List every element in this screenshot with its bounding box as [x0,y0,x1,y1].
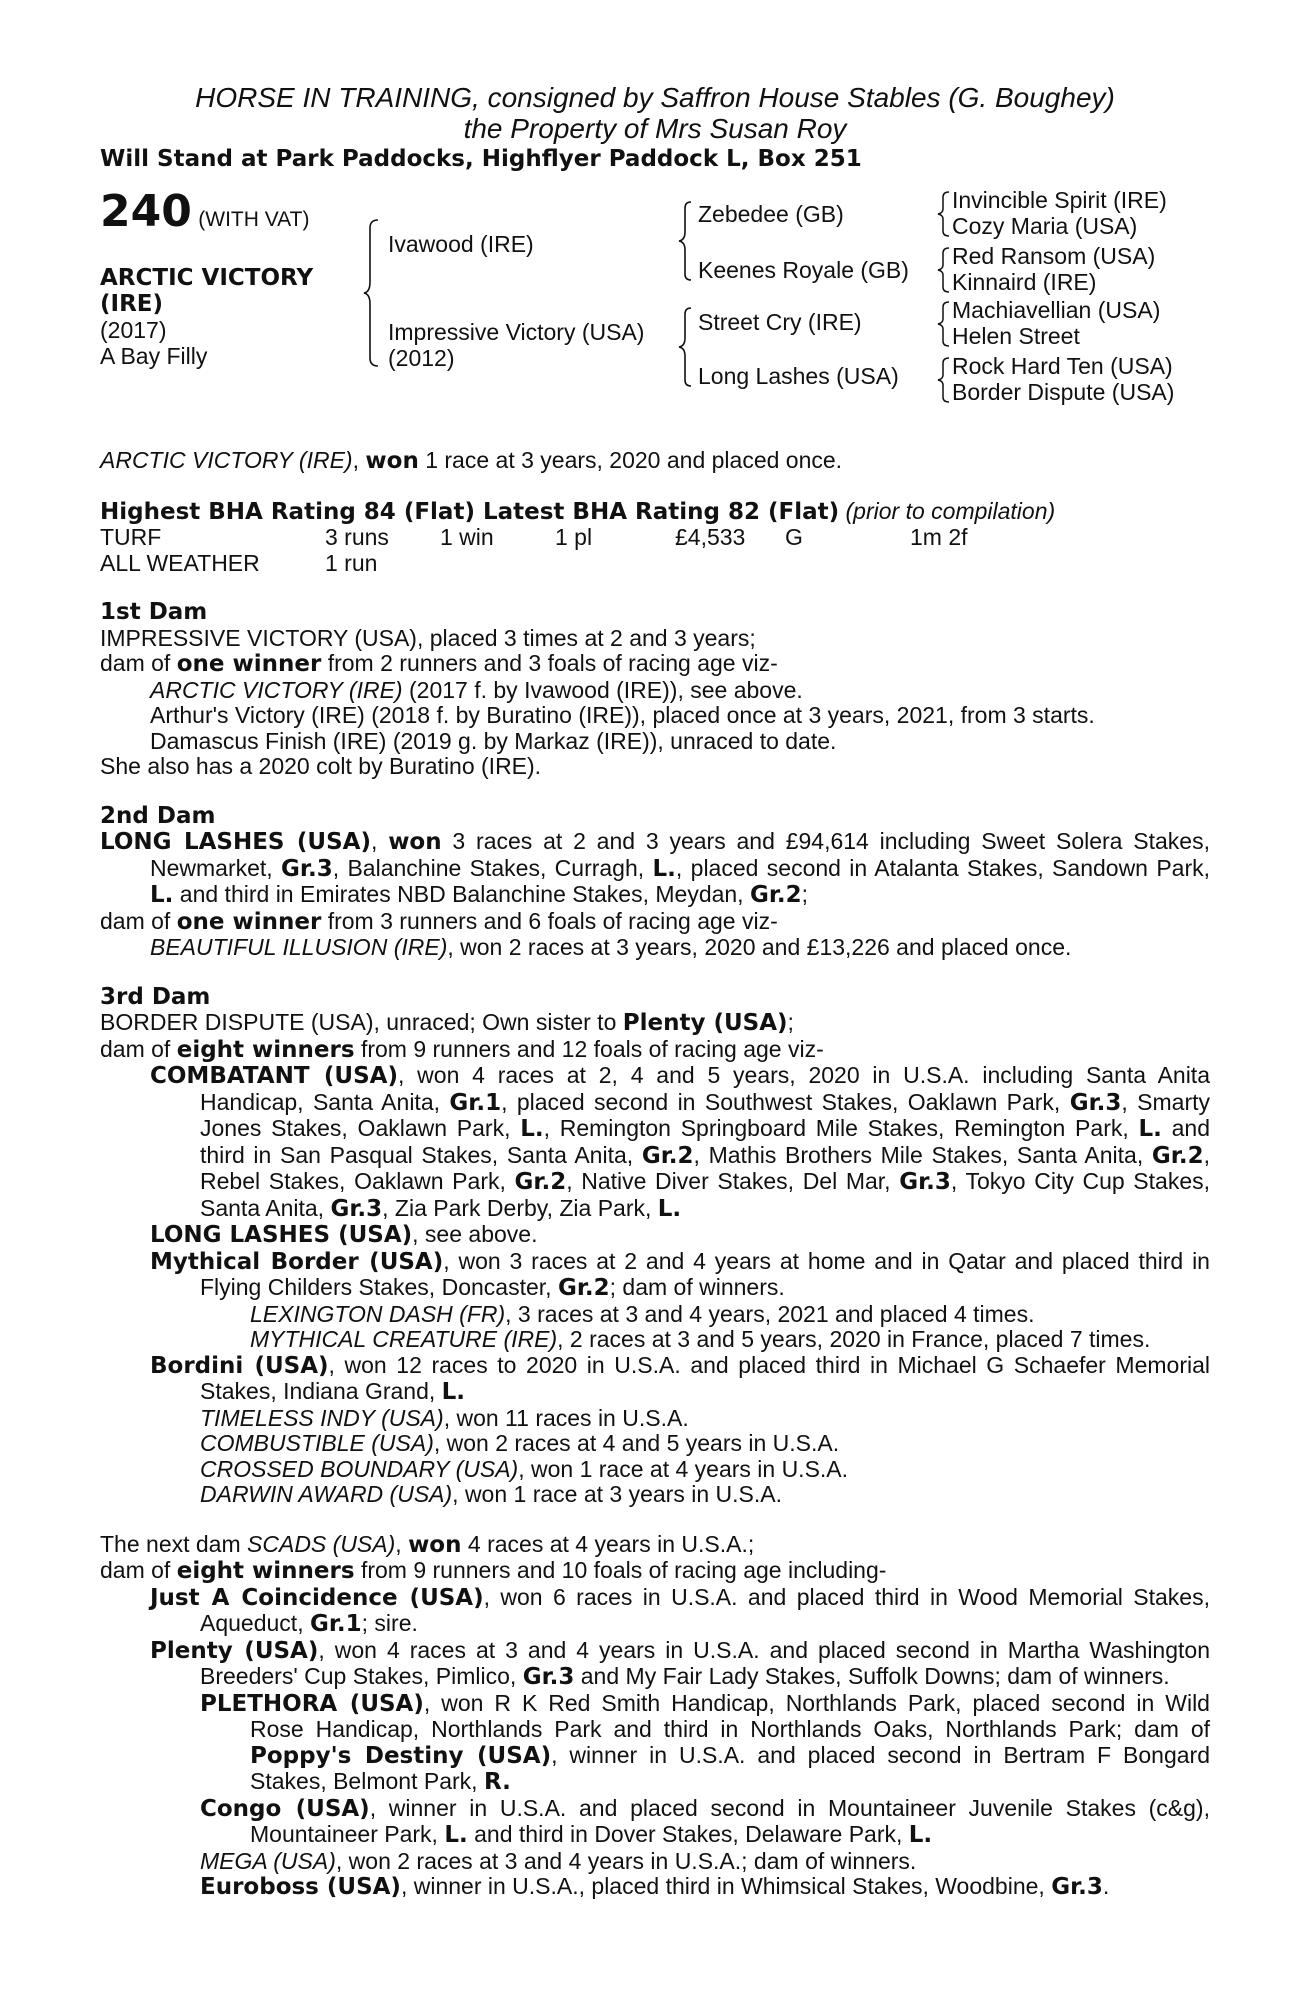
horse-name-suffix: (IRE) [100,291,164,317]
grandparent-2: Cozy Maria (USA) [952,213,1138,239]
catalogue-page [100,82,1210,1901]
next-dam-line: The next dam SCADS (USA), won 4 races at 4 years in U.S.A.; [100,1530,755,1558]
produce-item: Just A Coincidence (USA), won 6 races in U.S.A. and placed third in Wood Memorial Stakes, Aqueduct, Gr.1; sire. [150,1583,1210,1637]
grand-produce-item: Congo (USA), winner in U.S.A. and placed second in Mountaineer Juvenile Stakes (c&g), Mountaineer Park, L. and third in Dover Stakes, Delaware Park, L. [200,1794,1210,1848]
third-dam-heading: 3rd Dam [100,983,211,1010]
produce-item: DARWIN AWARD (USA), won 1 race at 3 years in U.S.A. [200,1481,782,1507]
produce-item: TIMELESS INDY (USA), won 11 races in U.S.A. [200,1404,689,1431]
third-dam-produce-summary: dam of eight winners from 9 runners and 12 foals of racing age viz- [100,1035,824,1063]
lot-number: 240 [100,186,192,237]
pedigree-brace-1 [362,218,382,368]
grandparent-4: Kinnaird (IRE) [952,269,1097,295]
produce-item: ARCTIC VICTORY (IRE) (2017 f. by Ivawood (IRE)), see above. [150,676,803,703]
grandparent-8: Border Dispute (USA) [952,379,1175,405]
pedigree-brace-7 [936,356,952,404]
dam: Impressive Victory (USA) [388,319,645,345]
next-dam-produce-summary: dam of eight winners from 9 runners and 10 foals of racing age including- [100,1557,887,1584]
pedigree-brace-3 [677,306,695,388]
pedigree-brace-4 [936,190,952,238]
sire-sire: Zebedee (GB) [698,201,844,227]
turf-record: TURF 3 runs 1 win 1 pl £4,533 G 1m 2f [100,524,968,550]
produce-item: CROSSED BOUNDARY (USA), won 1 race at 4 years in U.S.A. [200,1455,849,1482]
pedigree-block [100,188,1210,448]
grandparent-3: Red Ransom (USA) [952,243,1156,269]
produce-item: Bordini (USA), won 12 races to 2020 in U.S.A. and placed third in Michael G Schaefer Memorial Stakes, Indiana Grand, L. [150,1351,1210,1405]
produce-item: MEGA (USA), won 2 races at 3 and 4 years in U.S.A.; dam of winners. [200,1847,917,1874]
sire-dam: Keenes Royale (GB) [698,257,909,283]
grand-produce-item: PLETHORA (USA), won R K Red Smith Handicap, Northlands Park, placed second in Wild Rose Handicap, Northlands Park and third in Northlands Oaks, Northlands Park; dam of Poppy's Destiny (USA), winner in U.S.A. and placed second in Bertram F Bongard Stakes, Belmont Park, R. [200,1689,1210,1795]
produce-item: Arthur's Victory (IRE) (2018 f. by Buratino (IRE)), placed once at 3 years, 2021, from 3 starts. [150,702,1095,728]
grand-produce-item: Euroboss (USA), winner in U.S.A., placed third in Whimsical Stakes, Woodbine, Gr.3. [200,1873,1110,1900]
grandparent-1: Invincible Spirit (IRE) [952,187,1167,213]
first-dam-line: IMPRESSIVE VICTORY (USA), placed 3 times at 2 and 3 years; [100,624,756,651]
summary-horse-name: ARCTIC VICTORY (IRE) [100,447,353,473]
first-dam-produce-summary: dam of one winner from 2 runners and 3 foals of racing age viz- [100,650,778,677]
produce-item: Mythical Border (USA), won 3 races at 2 and 4 years at home and in Qatar and placed third in Flying Childers Stakes, Doncaster, Gr.2; dam of winners. [150,1247,1210,1301]
produce-item: BEAUTIFUL ILLUSION (IRE), won 2 races at 3 years, 2020 and £13,226 and placed once. [150,934,1072,960]
produce-item: Plenty (USA), won 4 races at 3 and 4 years in U.S.A. and placed second in Martha Washington Breeders' Cup Stakes, Pimlico, Gr.3 and My Fair Lady Stakes, Suffolk Downs; dam of winners. [150,1636,1210,1690]
grand-produce-item: MYTHICAL CREATURE (IRE), 2 races at 3 and 5 years, 2020 in France, placed 7 times. [250,1326,1151,1352]
dam-dam: Long Lashes (USA) [698,363,899,389]
grandparent-7: Rock Hard Ten (USA) [952,353,1173,379]
vat-note: (WITH VAT) [198,208,310,231]
produce-item: Damascus Finish (IRE) (2019 g. by Markaz (IRE)), unraced to date. [150,727,837,754]
lot-number-row [100,188,309,236]
dam-year: (2012) [388,345,455,371]
pedigree-brace-6 [936,300,952,348]
pedigree-brace-5 [936,246,952,294]
second-dam-record: LONG LASHES (USA), won 3 races at 2 and 3 years and £94,614 including Sweet Solera Stakes, Newmarket, Gr.3, Balanchine Stakes, Curragh, L., placed second in Atalanta Stakes, Sandown Park, L. and third in Emirates NBD Balanchine Stakes, Meydan, Gr.2; [100,828,1210,908]
dam-sire: Street Cry (IRE) [698,309,862,335]
stabling-line: Will Stand at Park Paddocks, Highflyer Paddock L, Box 251 [100,146,862,172]
foaling-year: (2017) [100,317,167,343]
property-line: the Property of Mrs Susan Roy [463,113,847,144]
produce-item: COMBUSTIBLE (USA), won 2 races at 4 and 5 years in U.S.A. [200,1430,840,1456]
race-summary: ARCTIC VICTORY (IRE), won 1 race at 3 years, 2020 and placed once. [100,447,843,474]
all-weather-record: ALL WEATHER 1 run [100,549,378,576]
second-dam-heading: 2nd Dam [100,802,216,829]
pedigree-brace-2 [677,200,695,282]
first-dam-note: She also has a 2020 colt by Buratino (IRE). [100,753,542,779]
horse-description: A Bay Filly [100,343,208,369]
sire: Ivawood (IRE) [388,231,534,257]
second-dam-produce-summary: dam of one winner from 3 runners and 6 foals of racing age viz- [100,907,778,935]
consignor-line: HORSE IN TRAINING, consigned by Saffron House Stables (G. Boughey) [195,82,1115,113]
third-dam-line: BORDER DISPUTE (USA), unraced; Own sister to Plenty (USA); [100,1009,794,1036]
grandparent-5: Machiavellian (USA) [952,297,1161,323]
first-dam-heading: 1st Dam [100,599,208,625]
grandparent-6: Helen Street [952,323,1080,349]
grand-produce-item: LEXINGTON DASH (FR), 3 races at 3 and 4 years, 2021 and placed 4 times. [250,1300,1035,1327]
produce-item: LONG LASHES (USA), see above. [150,1221,538,1248]
produce-item: COMBATANT (USA), won 4 races at 2, 4 and 5 years, 2020 in U.S.A. including Santa Anita Handicap, Santa Anita, Gr.1, placed second in Southwest Stakes, Oaklawn Park, Gr.3, Smarty Jones Stakes, Oaklawn Park, L., Remington Springboard Mile Stakes, Remington Park, L. and third in San Pasqual Stakes, Santa Anita, Gr.2, Mathis Brothers Mile Stakes, Santa Anita, Gr.2, Rebel Stakes, Oaklawn Park, Gr.2, Native Diver Stakes, Del Mar, Gr.3, Tokyo City Cup Stakes, Santa Anita, Gr.3, Zia Park Derby, Zia Park, L. [150,1062,1211,1222]
bha-rating: Highest BHA Rating 84 (Flat) Latest BHA Rating 82 (Flat) (prior to compilation) [100,497,1056,525]
horse-name: ARCTIC VICTORY [100,265,314,291]
